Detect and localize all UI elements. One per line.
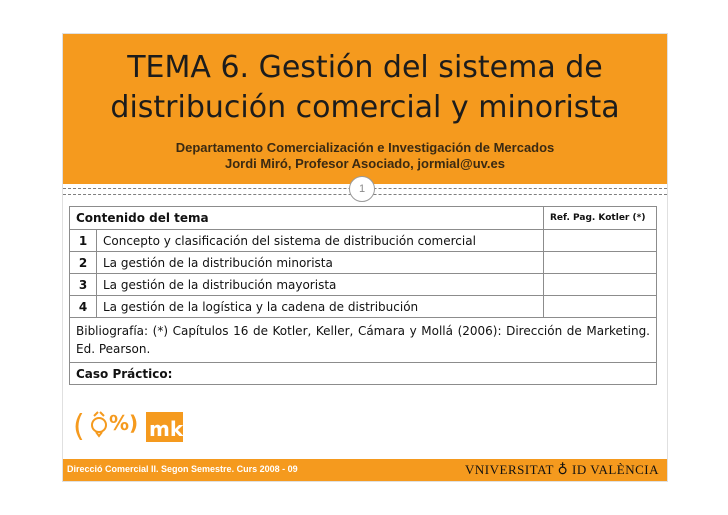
row-ref [544,252,657,274]
face-icon [92,418,106,432]
row-text: La gestión de la distribución mayorista [97,274,544,296]
content-table [69,206,657,385]
slide [62,33,668,482]
table-row [70,274,657,296]
logo-mk: mk [149,417,183,441]
row-ref [544,296,657,318]
title-line-2: distribución comercial y minorista [110,90,620,125]
logo-bracket: ( [73,409,85,444]
table-row [70,296,657,318]
table-row [70,252,657,274]
content-header: Contenido del tema [70,207,544,230]
slide-header [63,34,667,184]
bibliography-row [70,318,657,363]
row-text: La gestión de la distribución minorista [97,252,544,274]
row-text: La gestión de la logística y la cadena de distribución [97,296,544,318]
slide-subtitle [63,140,667,172]
slide-title [63,48,667,128]
row-ref [544,230,657,252]
uv-name-part2: ID VALÈNCIA [572,462,659,477]
row-number: 4 [70,296,97,318]
slide-footer [63,459,667,481]
author-line: Jordi Miró, Profesor Asociado, jormial@uv.es [225,156,505,171]
page-number: 1 [349,176,375,202]
row-number: 2 [70,252,97,274]
ref-header: Ref. Pag. Kotler (*) [544,207,657,230]
university-logo [465,462,659,479]
bibliography-text: Bibliografía: (*) Capítulos 16 de Kotler, Keller, Cámara y Mollá (2006): Dirección de Marketing. Ed. Pearson. [70,318,657,363]
table-header-row [70,207,657,230]
course-text: Direcció Comercial II. Segon Semestre. Curs 2008 - 09 [67,464,298,474]
row-ref [544,274,657,296]
title-line-1: TEMA 6. Gestión del sistema de [127,50,603,85]
department-line: Departamento Comercialización e Investigación de Mercados [175,140,555,155]
case-label: Caso Práctico: [70,363,657,385]
mk-logo [73,406,183,446]
table-row [70,230,657,252]
logo-percent: %) [109,411,139,435]
uv-name-part1: VNIVERSITAT [465,462,554,477]
row-text: Concepto y clasificación del sistema de distribución comercial [97,230,544,252]
row-number: 3 [70,274,97,296]
university-seal-icon: ♁ [557,463,569,478]
row-number: 1 [70,230,97,252]
case-row [70,363,657,385]
